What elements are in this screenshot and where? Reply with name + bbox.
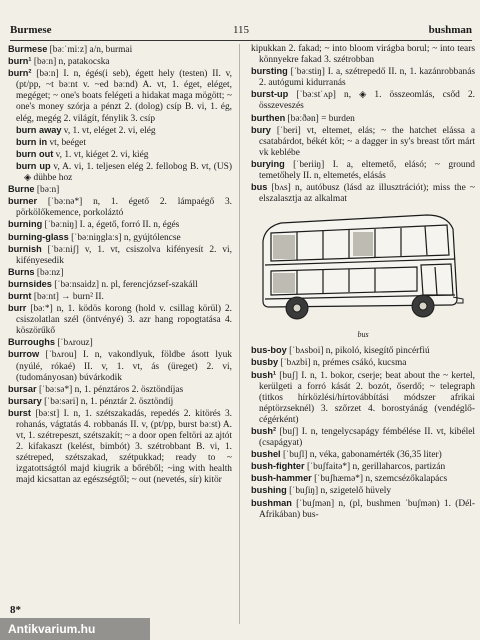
headword: Burns — [8, 266, 35, 277]
dictionary-entry: burying [ˈberiiŋ] I. a, eltemető, elásó; ~ ground temetőhely II. n, eltemetés, elásás — [251, 158, 475, 182]
header-last-word: bushman — [428, 24, 472, 36]
headword: burst-up — [251, 89, 289, 100]
dictionary-entry: burnish [ˈbəːniʃ] v, 1. vt, csiszolva kifényesít 2. vi, kifényesedik — [8, 243, 232, 266]
right-column-bottom — [251, 345, 475, 520]
dictionary-entry: Burne [bəːn] — [8, 184, 60, 196]
dictionary-entry: Burns [bəːnz] — [8, 266, 64, 278]
dictionary-entry: burning-glass [ˈbəːniŋglaːs] n, gyújtólencse — [8, 231, 181, 243]
headword: burthen — [251, 112, 286, 123]
left-column — [8, 44, 232, 487]
headword: burning — [8, 219, 43, 230]
headword: burnish — [8, 243, 42, 254]
dictionary-entry: bursar [ˈbəːsə*] n, 1. pénztáros 2. ösztöndíjas — [8, 383, 184, 395]
dictionary-entry: burrow [ˈbʌrou] I. n, vakondlyuk, földbe ásott lyuk (nyúlé, rókaé) II. v, 1. vt, ás (üreget) 2. vi, (tudományosan) búvárkodik — [8, 349, 232, 383]
headword: burn in — [16, 136, 48, 147]
headword: burn up — [16, 160, 51, 171]
dictionary-entry: burst [bəːst] I. n, 1. szétszakadás, repedés 2. kitörés 3. rohanás, vágtatás 4. robbanás II. v, (pt/pp, burst bəːst) A. vt, 1. szétrepeszt, szétszakít; ~ a door open feltöri az ajtót 2. kifakaszt (kelést, bimbót) 3. szétrobbant B. vi, 1. szétreped, szétszakad, szétpukkad; ready to ~ izgatottságtól majd kiugrik a bőréből; ~ing with health majd kicsattan az egészségtől; ~ out (nevetés, sír) kitör — [8, 407, 232, 486]
dictionary-entry: bush-fighter [ˈbuʃfaitə*] n, gerillaharcos, partizán — [251, 461, 446, 473]
dictionary-entry: bursary [ˈbəːsəri] n, 1. pénztár 2. ösztöndíj — [8, 395, 174, 407]
watermark: Antikvarium.hu — [0, 618, 150, 640]
dictionary-entry: bury [ˈberi] vt, eltemet, elás; ~ the hatchet elássa a csatabárdot, békét köt; ~ a dagger in sy's breast tőrt márt vk keblébe — [251, 124, 475, 158]
headword: bushing — [251, 485, 287, 496]
dictionary-entry: busby [ˈbʌzbi] n, prémes csákó, kucsma — [251, 357, 407, 369]
headword: burying — [251, 158, 285, 169]
headword: burner — [8, 196, 38, 207]
header-first-word: Burmese — [10, 24, 52, 36]
headword: bus-boy — [251, 345, 287, 356]
header-rule — [10, 40, 472, 41]
dictionary-entry: bushel [ˈbuʃl] n, véka, gabonamérték (36,35 liter) — [251, 449, 442, 461]
header-page-number: 115 — [232, 24, 250, 36]
headword: burn² — [8, 68, 32, 79]
dictionary-entry: burthen [bəːðən] = burden — [251, 112, 355, 124]
dictionary-entry: Burroughs [ˈbʌrouz] — [8, 337, 93, 349]
headword: bus — [251, 182, 268, 193]
dictionary-entry: burnt [bəːnt] → burn² II. — [8, 290, 104, 302]
dictionary-entry: burner [ˈbəːnə*] n, 1. égető 2. lámpaégő 3. pörkölőkemence, porkoláztó — [8, 196, 232, 219]
double-decker-bus-icon — [257, 207, 469, 329]
headword: Burmese — [8, 44, 48, 54]
headword: bushman — [251, 497, 292, 508]
headword: burn away — [16, 124, 62, 135]
dictionary-entry: burn away v, 1. vt, eléget 2. vi, elég — [16, 124, 156, 136]
headword: bush-fighter — [251, 461, 305, 472]
headword: bursary — [8, 395, 42, 406]
headword: burrow — [8, 349, 40, 360]
dictionary-entry: bushman [ˈbuʃmən] n, (pl, bushmen ˈbuʃmən) 1. (Dél-Afrikában) bus- — [251, 497, 475, 520]
dictionary-entry: kipukkan 2. fakad; ~ into bloom virágba borul; ~ into tears könnyekre fakad 3. szétrobban — [251, 44, 475, 66]
dictionary-entry: burnsides [ˈbəːnsaidz] n. pl, ferencjózsef-szakáll — [8, 278, 198, 290]
right-column — [251, 44, 475, 521]
illustration-caption: bus — [357, 330, 369, 340]
headword: Burne — [8, 184, 35, 195]
signature-mark: 8* — [10, 604, 21, 616]
dictionary-entry: burst-up [ˈbəːstˈʌp] n, ◈ 1. összeomlás, csőd 2. összeveszés — [251, 89, 475, 112]
headword: burn¹ — [8, 56, 32, 67]
headword: bush² — [251, 425, 277, 436]
dictionary-entry: bus-boy [ˈbʌsboi] n, pikoló, kisegítő pincérfiú — [251, 345, 430, 357]
headword: Burroughs — [8, 337, 55, 348]
bus-illustration — [251, 207, 475, 343]
headword: busby — [251, 357, 279, 368]
running-header — [10, 24, 472, 40]
right-column-top — [251, 44, 475, 205]
column-divider — [239, 44, 240, 624]
headword: bush-hammer — [251, 473, 312, 484]
headword: burnsides — [8, 278, 52, 289]
dictionary-entry: bursting [ˈbəːstiŋ] I. a, szétrepedő II. n, 1. kazánrobbanás 2. autógumi kidurranás — [251, 66, 475, 89]
dictionary-entry: bush-hammer [ˈbuʃhæmə*] n, szemcsézőkalapács — [251, 473, 448, 485]
headword: burning-glass — [8, 231, 69, 242]
headword: bursar — [8, 383, 37, 394]
dictionary-entry: burn² [bəːn] I. n, égés(i seb), égett hely (testen) II. v, (pt/pp, ~t bəːnt v. ~ed bəːnd) A. vt, 1. éget, eléget, megéget; ~ one's boats felégeti a hidakat maga mögött; ~ one's money szórja a pénzt 2. (dolog) csíp B. vi, 1. ég, elég, megég 2. világít, fénylik 3. csíp — [8, 68, 232, 124]
headword: burn out — [16, 148, 54, 159]
dictionary-entry: burn in vt, beéget — [16, 136, 86, 148]
dictionary-entry: Burmese [bəːˈmiːz] a/n, burmai — [8, 44, 133, 55]
headword: bushel — [251, 449, 281, 460]
dictionary-entry: bus [bʌs] n, autóbusz (lásd az illusztrációt); miss the ~ elszalasztja az alkalmat — [251, 182, 475, 205]
headword: burst — [8, 407, 31, 418]
headword: bush¹ — [251, 369, 277, 380]
dictionary-entry: burn out v, 1. vt, kiéget 2. vi, kiég — [16, 148, 149, 160]
headword: burr — [8, 303, 27, 314]
dictionary-entry: burn up v, A. vi, 1. teljesen elég 2. fellobog B. vt, (US) ◈ dühbe hoz — [16, 160, 232, 184]
dictionary-entry: bush² [buʃ] I. n, tengelycsapágy fémbélése II. vt, kibélel (csapágyat) — [251, 425, 475, 449]
dictionary-entry: burn¹ [bəːn] n, patakocska — [8, 56, 110, 68]
dictionary-entry: burr [bəː*] n, 1. ködös korong (hold v. csillag körül) 2. csiszolatlan szél (öntvényé) 3. azr hang ropogtatása 4. köszörűkő — [8, 303, 232, 337]
headword: burnt — [8, 290, 32, 301]
headword: bursting — [251, 66, 288, 77]
dictionary-entry: bushing [ˈbuʃiŋ] n, szigetelő hüvely — [251, 485, 392, 497]
dictionary-entry: burning [ˈbəːniŋ] I. a, égető, forró II. n, égés — [8, 219, 180, 231]
headword: bury — [251, 124, 271, 135]
dictionary-entry: bush¹ [buʃ] I. n, 1. bokor, cserje; beat about the ~ kertel, kerülgeti a forró kását 2. bozót, őserdő; ~ telegraph (titkos hírközlési/hírtovábbítási módszer afrikai néptörzseknél) 3. szőrzet 4. borostyánág (vendéglő-cégérként) — [251, 369, 475, 425]
